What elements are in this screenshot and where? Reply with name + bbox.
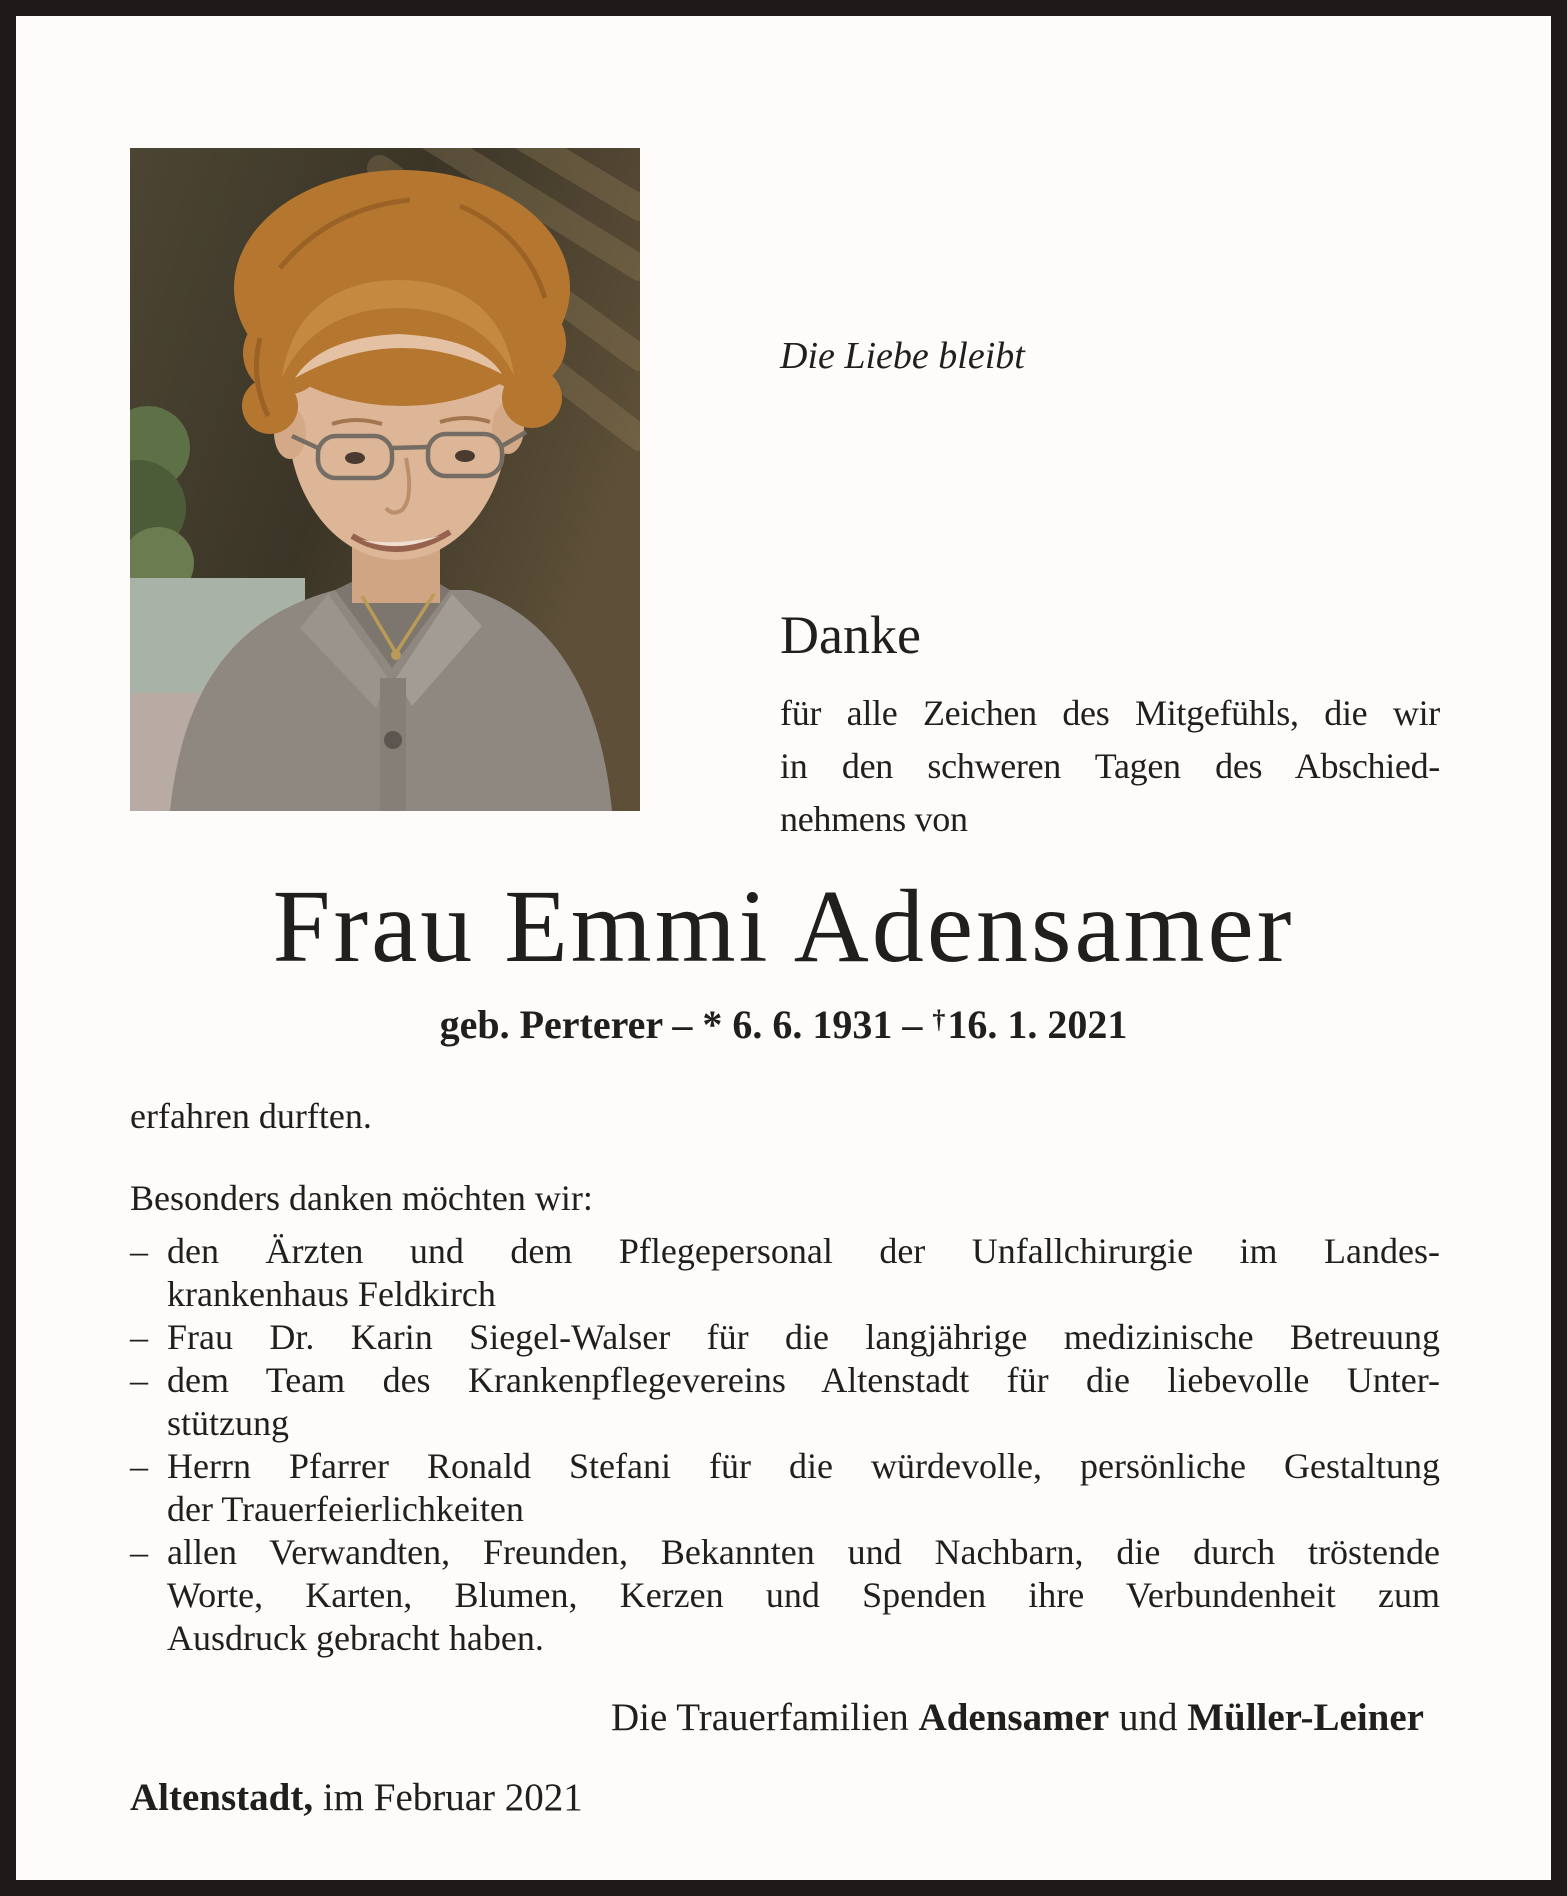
portrait-photo [130,148,640,811]
family-name-2: Müller-Leiner [1187,1696,1424,1739]
thanks-item-line: den Ärzten und dem Pflegepersonal der Unfallchirurgie im Landes- [167,1231,1440,1271]
dateline-place: Altenstadt, [130,1776,314,1819]
intro-paragraph [780,687,1440,846]
thanks-intro: Besonders danken möchten wir: [130,1178,593,1218]
thanks-item [130,1230,1440,1316]
thanks-item-line: krankenhaus Feldkirch [167,1274,496,1314]
list-dash: – [130,1360,148,1400]
thanks-item-line: dem Team des Krankenpflegevereins Altenstadt für die liebevolle Unter- [167,1360,1440,1400]
thanks-item [130,1445,1440,1531]
thanks-item-line: Frau Dr. Karin Siegel-Walser für die langjährige medizinische Betreuung [167,1317,1440,1357]
dateline-date: im Februar 2021 [313,1776,583,1819]
thanks-item [130,1316,1440,1359]
dagger-symbol: † [932,1005,946,1035]
list-dash: – [130,1532,148,1572]
list-dash: – [130,1317,148,1357]
intro-line: in den schweren Tagen des Abschied- [780,746,1440,786]
thanks-item-line: stützung [167,1403,289,1443]
life-dates-left: geb. Perterer – * 6. 6. 1931 – [439,1002,933,1047]
thanks-item-line: Ausdruck gebracht haben. [167,1618,544,1658]
list-dash: – [130,1446,148,1486]
thanks-item-line: allen Verwandten, Freunden, Bekannten und Nachbarn, die durch tröstende [167,1532,1440,1572]
deceased-name: Frau Emmi Adensamer [272,869,1295,984]
family-line-conjunction: und [1109,1696,1188,1739]
family-line-prefix: Die Trauerfamilien [610,1696,919,1739]
thanks-heading: Danke [780,605,921,665]
intro-line: für alle Zeichen des Mitgefühls, die wir [780,693,1440,733]
list-dash: – [130,1231,148,1271]
life-dates-right: 16. 1. 2021 [947,1002,1128,1047]
after-text: erfahren durften. [130,1096,372,1136]
thanks-list [130,1230,1440,1660]
thanks-item-line: Herrn Pfarrer Ronald Stefani für die würdevolle, persönliche Gestaltung [167,1446,1440,1486]
intro-line: nehmens von [780,799,968,839]
family-name-1: Adensamer [918,1696,1110,1739]
thanks-item [130,1531,1440,1660]
thanks-item-line: der Trauerfeierlichkeiten [167,1489,524,1529]
dateline [130,1775,583,1820]
thanks-item-line: Worte, Karten, Blumen, Kerzen und Spenden ihre Verbundenheit zum [167,1575,1440,1615]
life-dates [30,1001,1537,1048]
family-line [130,1695,1424,1740]
thanks-item [130,1359,1440,1445]
epigraph: Die Liebe bleibt [780,335,1025,377]
